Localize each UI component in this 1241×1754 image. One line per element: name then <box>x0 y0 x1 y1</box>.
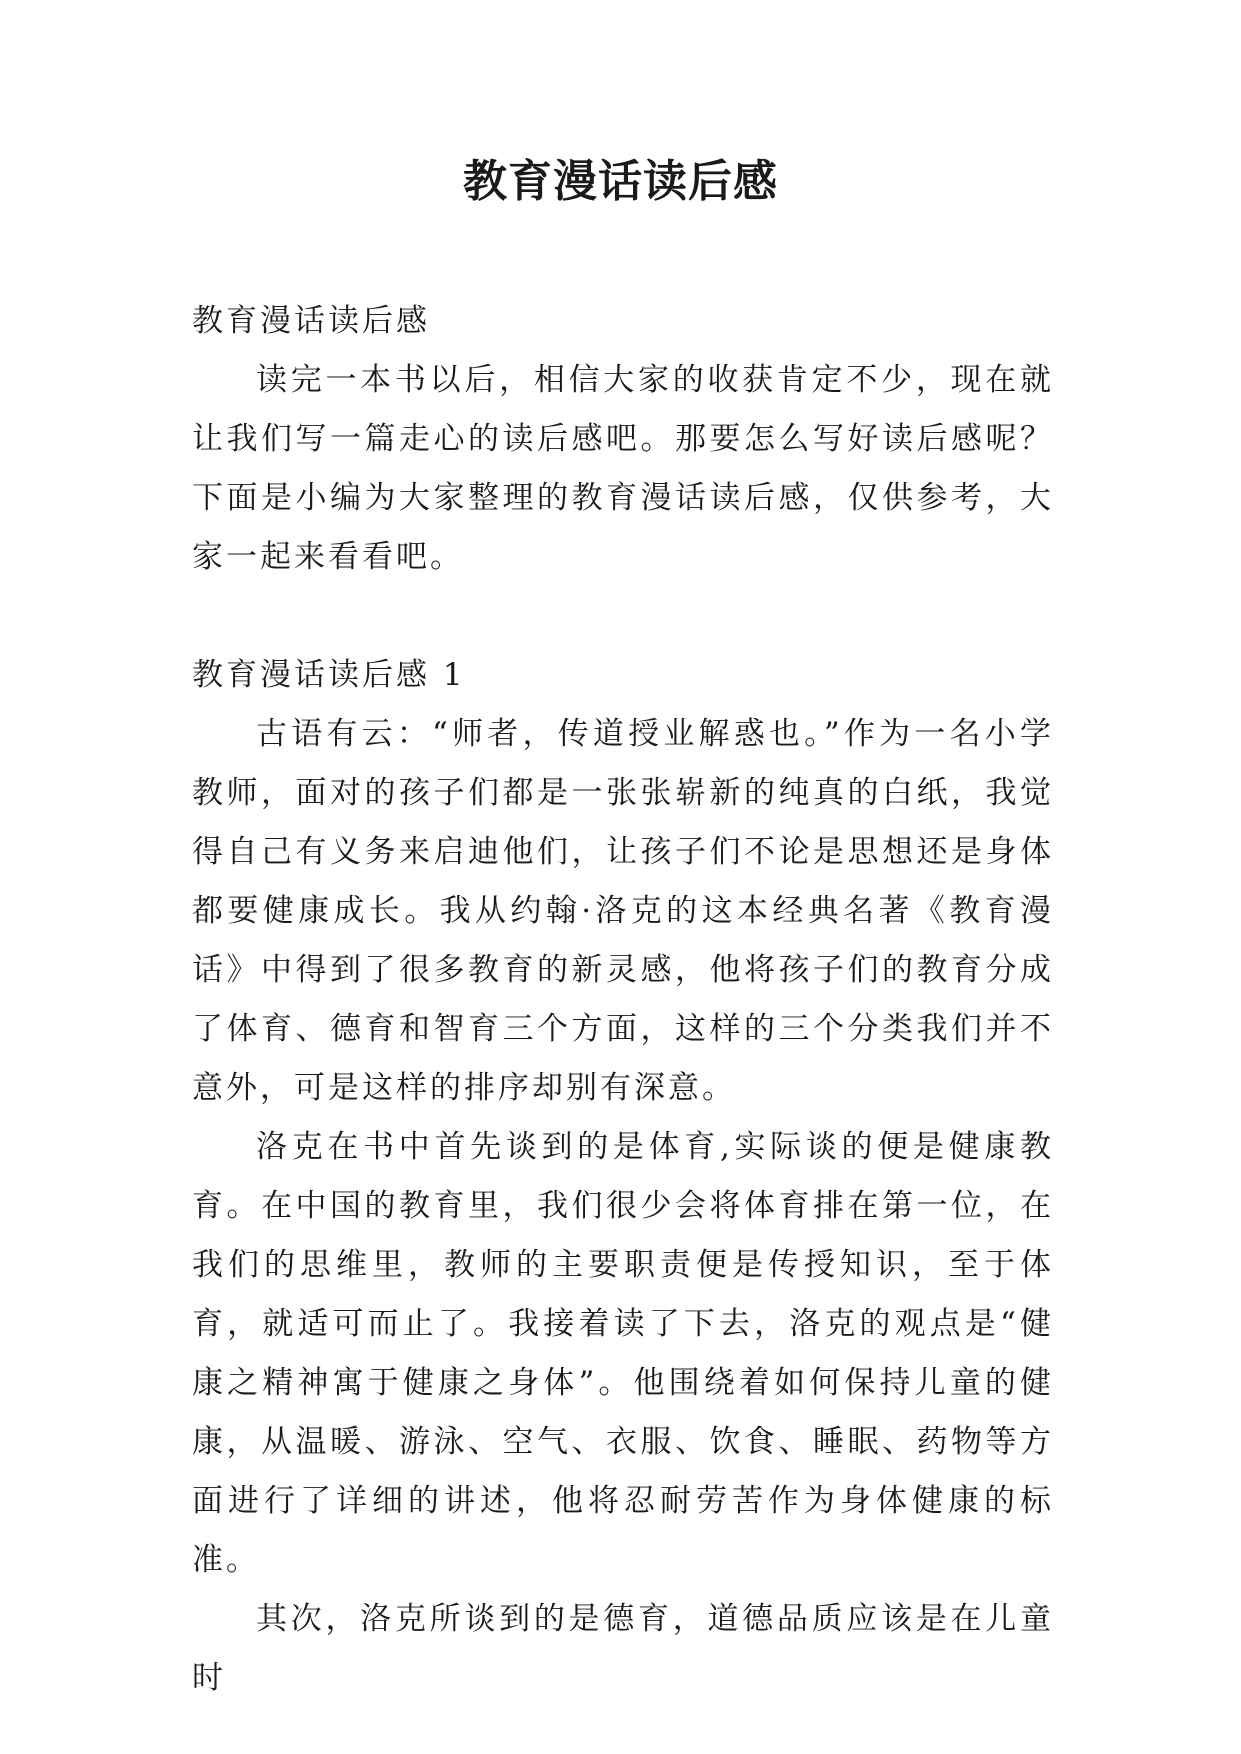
section-heading-1: 教育漫话读后感 1 <box>192 657 466 693</box>
document-subtitle: 教育漫话读后感 <box>192 303 430 339</box>
document-title: 教育漫话读后感 <box>463 156 778 207</box>
body-paragraph-3: 其次，洛克所谈到的是德育，道德品质应该是在儿童时 <box>192 1601 1054 1696</box>
document-body <box>192 292 1054 1708</box>
body-paragraph-1: 古语有云：“师者，传道授业解惑也。”作为一名小学教师，面对的孩子们都是一张张崭新的纯真的白纸，我觉得自己有义务来启迪他们，让孩子们不论是思想还是身体都要健康成长。我从约翰·洛克的这本经典名著《教育漫话》中得到了很多教育的新灵感，他将孩子们的教育分成了体育、德育和智育三个方面，这样的三个分类我们并不意外，可是这样的排序却别有深意。 <box>192 716 1054 1106</box>
body-paragraph-2: 洛克在书中首先谈到的是体育,实际谈的便是健康教育。在中国的教育里，我们很少会将体育排在第一位，在我们的思维里，教师的主要职责便是传授知识，至于体育，就适可而止了。我接着读了下去，洛克的观点是“健康之精神寓于健康之身体”。他围绕着如何保持儿童的健康，从温暖、游泳、空气、衣服、饮食、睡眠、药物等方面进行了详细的讲述，他将忍耐劳苦作为身体健康的标准。 <box>192 1129 1054 1578</box>
section-spacer <box>192 587 1054 646</box>
intro-paragraph: 读完一本书以后，相信大家的收获肯定不少，现在就让我们写一篇走心的读后感吧。那要怎么写好读后感呢？下面是小编为大家整理的教育漫话读后感，仅供参考，大家一起来看看吧。 <box>192 362 1054 575</box>
